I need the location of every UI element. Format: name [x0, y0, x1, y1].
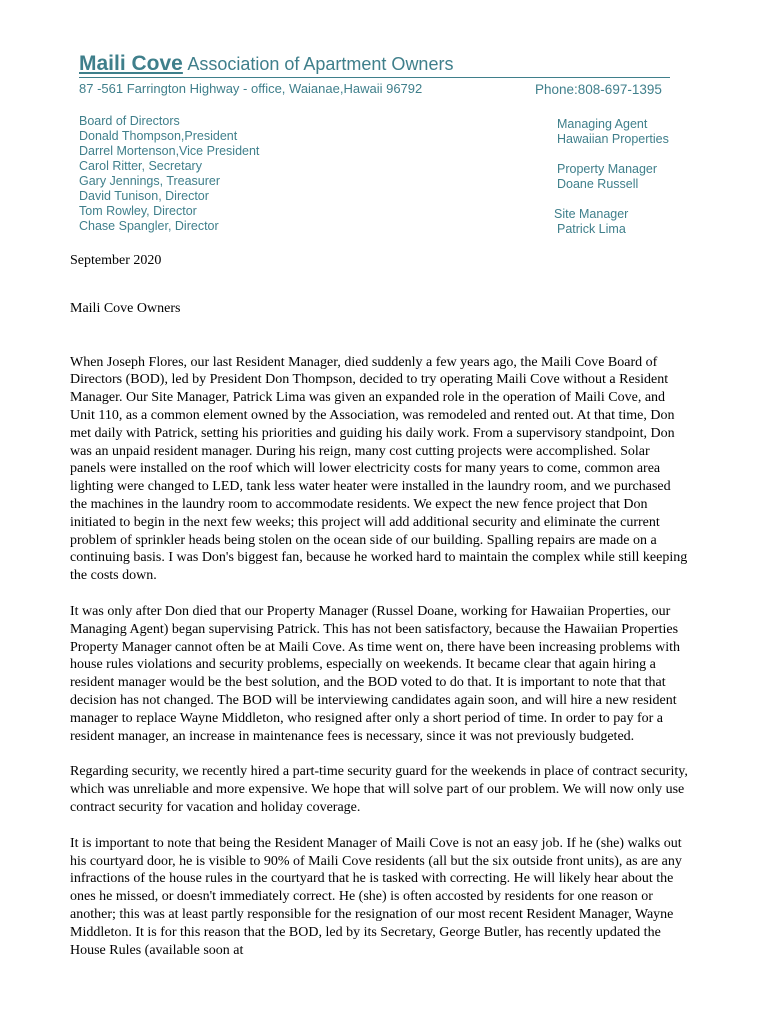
office-address: 87 -561 Farrington Highway - office, Waianae,Hawaii 96792	[79, 81, 423, 96]
letter-salutation: Maili Cove Owners	[70, 300, 181, 316]
board-member: Donald Thompson,President	[79, 129, 238, 143]
property-manager-name: Doane Russell	[557, 177, 639, 191]
managing-agent	[557, 117, 669, 147]
board-of-directors	[79, 114, 259, 234]
site-manager	[554, 207, 669, 237]
property-manager	[557, 162, 669, 192]
letter-paragraph: It was only after Don died that our Property Manager (Russel Doane, working for Hawaiian Properties, our Managing Agent) began supervising Patrick. This has not been satisfactory, because the Hawaiian Properties Property Manager cannot often be at Maili Cove. As time went on, there have been increasing problems with house rules violations and security problems, especially on weekends. It became clear that again hiring a resident manager would be the best solution, and the BOD voted to do that. It is important to note that that decision has not changed. The BOD will be interviewing candidates again soon, and will hire a new resident manager to replace Wayne Middleton, who resigned after only a short period of time. In order to pay for a resident manager, an increase in maintenance fees is necessary, since it was not previously budgeted.	[70, 603, 680, 744]
management-contacts	[554, 117, 669, 237]
letterhead-title	[79, 52, 670, 78]
letter-date: September 2020	[70, 253, 162, 268]
letter-paragraph: It is important to note that being the Resident Manager of Maili Cove is not an easy job. If he (she) walks out his courtyard door, he is visible to 90% of Maili Cove residents (all but the six outside front units), as are any infractions of the house rules in the courtyard that he is tasked with correcting. He will likely hear about the ones he missed, or doesn't immediately correct. He (she) is often accosted by residents for one reason or another; this was at least partly responsible for the resignation of our most recent Resident Manager, Wayne Middleton. It is for this reason that the BOD, led by its Secretary, George Butler, has recently updated the House Rules (available soon at	[70, 835, 682, 958]
board-heading: Board of Directors	[79, 114, 180, 128]
letter-body	[70, 252, 688, 977]
site-manager-label: Site Manager	[554, 207, 629, 221]
managing-agent-label: Managing Agent	[557, 117, 648, 131]
association-name: Maili Cove	[79, 52, 183, 75]
managing-agent-name: Hawaiian Properties	[557, 132, 669, 146]
letter-paragraph: Regarding security, we recently hired a part-time security guard for the weekends in place of contract security, which was unreliable and more expensive. We hope that will solve part of our problem. We will now only use contract security for vacation and holiday coverage.	[70, 764, 688, 815]
letter-paragraph: When Joseph Flores, our last Resident Manager, died suddenly a few years ago, the Maili Cove Board of Directors (BOD), led by President Don Thompson, decided to try operating Maili Cove without a Resident Manager. Our Site Manager, Patrick Lima was given an expanded role in the operation of Maili Cove, and Unit 110, as a common element owned by the Association, was remodeled and rented out. At that time, Don met daily with Patrick, setting his priorities and guiding his daily work. From a supervisory standpoint, Don was an unpaid resident manager. During his reign, many cost cutting projects were accomplished. Solar panels were installed on the roof which will lower electricity costs for many years to come, common area lighting were changed to LED, tank less water heater were installed in the laundry room, and we purchased the machines in the laundry room to accommodate residents. We expect the new fence project that Don initiated to begin in the next few weeks; this project will add additional security and eliminate the current problem of sprinkler heads being stolen on the ocean side of our building. Spalling repairs are made on a continuing basis. I was Don's biggest fan, because he worked hard to maintain the complex while still keeping the costs down.	[70, 354, 688, 584]
site-manager-name: Patrick Lima	[557, 222, 626, 236]
board-member: Gary Jennings, Treasurer	[79, 174, 221, 188]
association-suffix: Association of Apartment Owners	[187, 54, 454, 74]
board-member: Carol Ritter, Secretary	[79, 159, 202, 173]
board-member: Chase Spangler, Director	[79, 219, 219, 233]
board-member: Tom Rowley, Director	[79, 204, 197, 218]
board-member: Darrel Mortenson,Vice President	[79, 144, 260, 158]
board-member: David Tunison, Director	[79, 189, 209, 203]
phone-number: Phone:808-697-1395	[535, 82, 662, 97]
property-manager-label: Property Manager	[557, 162, 658, 176]
